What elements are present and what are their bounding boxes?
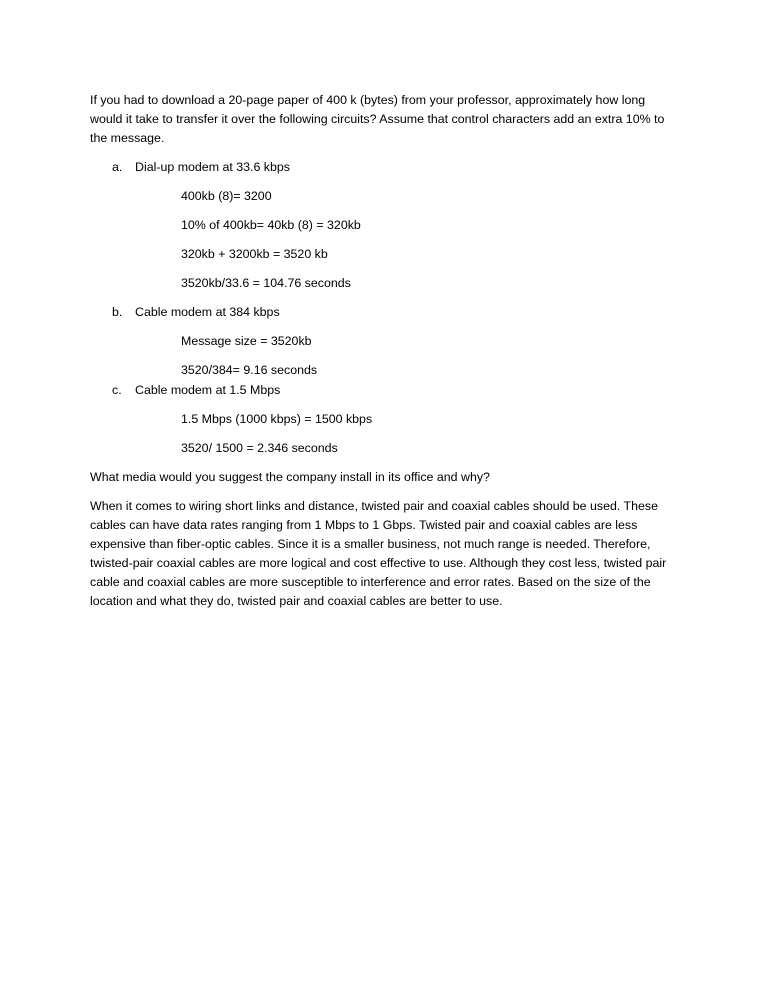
list-item-b	[90, 303, 680, 322]
question-paragraph: What media would you suggest the company install in its office and why?	[90, 470, 490, 484]
calc-step: 3520/ 1500 = 2.346 seconds	[181, 441, 338, 455]
list-item-label-b: Cable modem at 384 kbps	[135, 305, 280, 319]
list-item-a	[90, 158, 680, 177]
intro-paragraph: If you had to download a 20-page paper of 400 k (bytes) from your professor, approximately how long would it take to transfer it over the following circuits? Assume that control characters add an extra 10% to the message.	[90, 93, 665, 145]
list-item-label-a: Dial-up modem at 33.6 kbps	[135, 160, 290, 174]
document-page	[90, 91, 680, 611]
answer-paragraph: When it comes to wiring short links and distance, twisted pair and coaxial cables should be used. These cables can have data rates ranging from 1 Mbps to 1 Gbps. Twisted pair and coaxial cables are less expensive than fiber-optic cables. Since it is a smaller business, not much range is needed. Therefore, twisted-pair coaxial cables are more logical and cost effective to use. Although they cost less, twisted pair cable and coaxial cables are more susceptible to interference and error rates. Based on the size of the location and what they do, twisted pair and coaxial cables are better to use.	[90, 499, 667, 608]
calc-step: 3520/384= 9.16 seconds	[181, 363, 318, 377]
calc-step: 400kb (8)= 3200	[181, 189, 272, 203]
calc-step: 10% of 400kb= 40kb (8) = 320kb	[181, 218, 361, 232]
calc-step: 1.5 Mbps (1000 kbps) = 1500 kbps	[181, 412, 373, 426]
list-marker-c: c.	[112, 383, 122, 397]
list-marker-b: b.	[112, 305, 123, 319]
list-marker-a: a.	[112, 160, 123, 174]
calc-step: 3520kb/33.6 = 104.76 seconds	[181, 276, 351, 290]
calc-step: Message size = 3520kb	[181, 334, 312, 348]
list-item-label-c: Cable modem at 1.5 Mbps	[135, 383, 281, 397]
calc-step: 320kb + 3200kb = 3520 kb	[181, 247, 328, 261]
list-item-c	[90, 381, 680, 400]
